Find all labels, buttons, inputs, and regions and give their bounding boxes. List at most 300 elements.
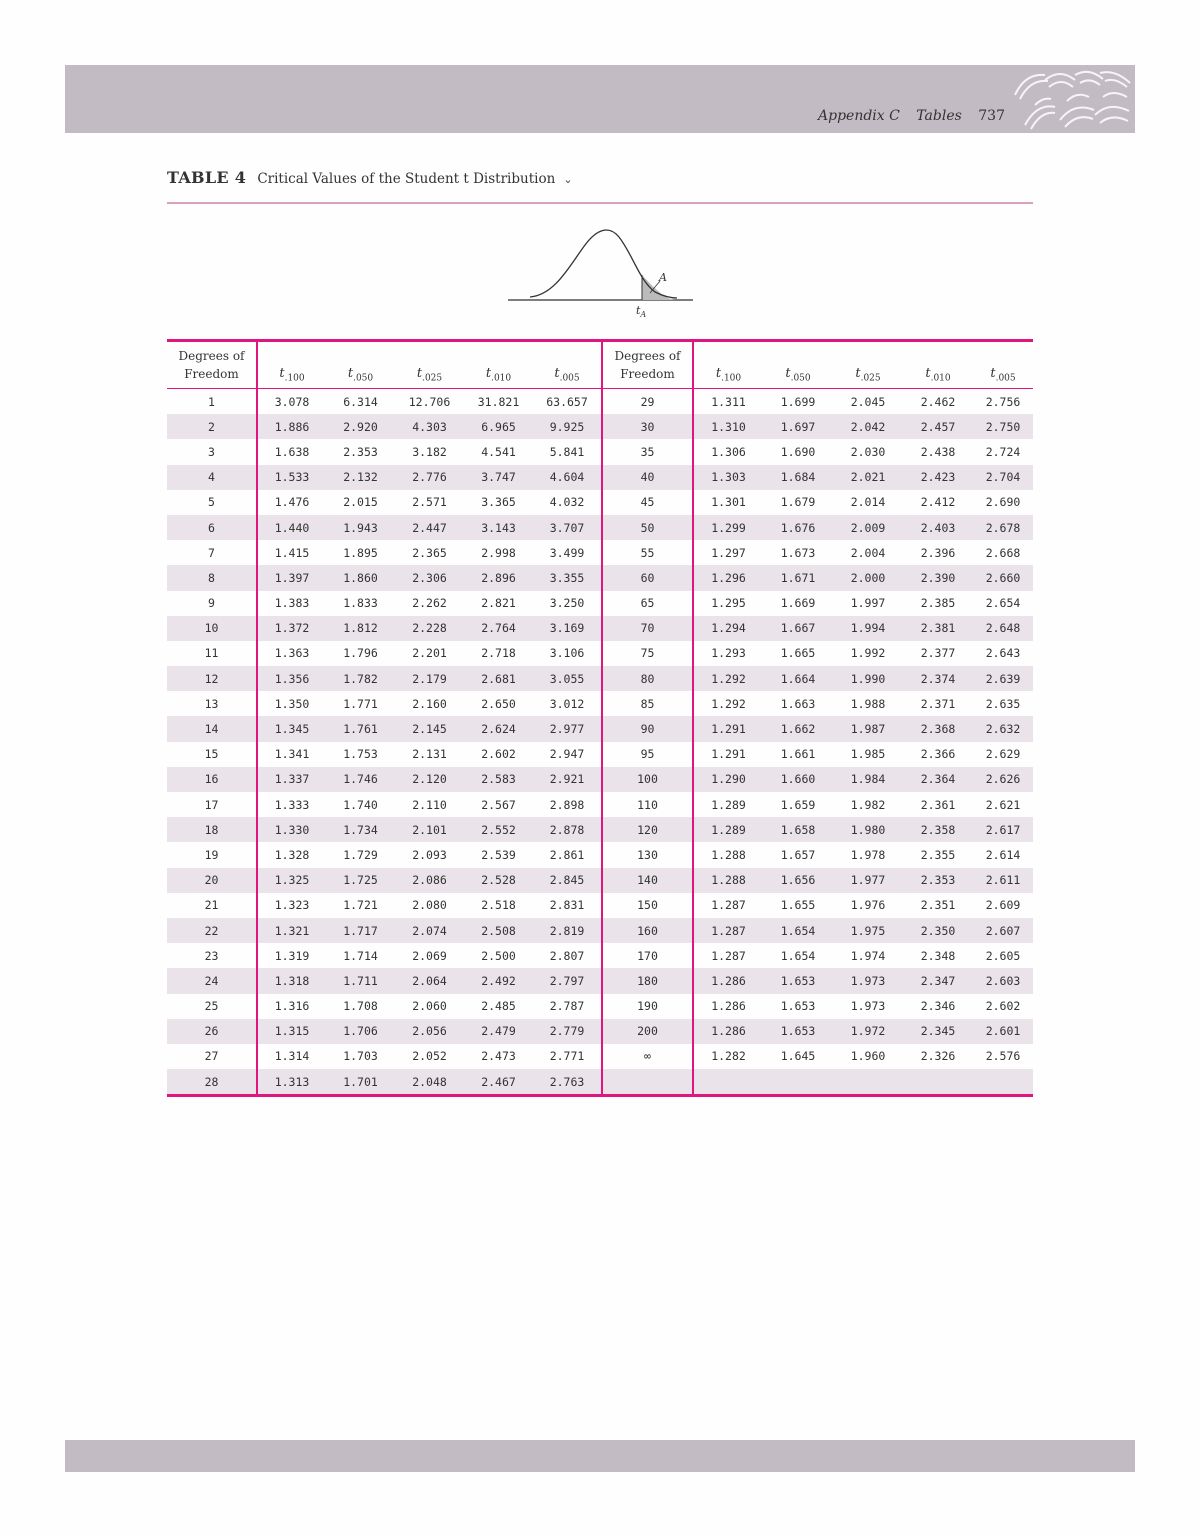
critical-value-cell: 2.750 [973, 414, 1033, 439]
critical-value-cell: 2.423 [903, 465, 973, 490]
critical-value-cell: 2.819 [533, 918, 602, 943]
critical-value-cell: 2.718 [481, 646, 516, 661]
critical-value-cell: 1.664 [763, 666, 833, 691]
critical-value-cell: 1.977 [833, 868, 903, 893]
df-cell: 24 [167, 968, 257, 993]
critical-value-cell: 2.898 [533, 792, 602, 817]
title-rule [167, 202, 1033, 204]
df-cell: 26 [167, 1019, 257, 1044]
critical-value-cell: 1.337 [257, 767, 326, 792]
critical-value-cell: 1.663 [780, 696, 816, 711]
critical-value-cell: 2.624 [464, 716, 533, 741]
df-cell: 160 [602, 918, 693, 943]
critical-value-cell: 1.397 [257, 565, 326, 590]
critical-value-cell: 2.110 [412, 797, 447, 812]
critical-value-cell: 2.617 [973, 817, 1033, 842]
df-cell: 55 [602, 540, 693, 565]
critical-value-cell: 3.182 [412, 444, 447, 459]
critical-value-cell: 1.310 [693, 414, 763, 439]
crit-header: $t_{.005}$ [533, 341, 602, 389]
critical-value-cell: 1.292 [693, 666, 763, 691]
df-cell: 15 [167, 742, 257, 767]
critical-value-cell: 5.841 [533, 439, 602, 464]
critical-value-cell: 1.740 [343, 797, 378, 812]
critical-value-cell: 2.681 [464, 666, 533, 691]
table-row [167, 465, 1033, 490]
df-cell: 170 [602, 943, 693, 968]
critical-value-cell: 1.703 [343, 1049, 378, 1064]
df-cell: 28 [167, 1069, 257, 1096]
table-header-row [167, 341, 1033, 389]
critical-value-cell: 1.654 [780, 948, 816, 963]
critical-value-cell: 2.724 [985, 444, 1021, 459]
critical-value-cell: 1.982 [850, 797, 886, 812]
critical-value-cell: 1.994 [833, 616, 903, 641]
critical-value-cell: 1.638 [274, 444, 310, 459]
critical-value-cell: 2.528 [464, 868, 533, 893]
critical-value-cell: 2.654 [985, 596, 1021, 611]
critical-value-cell: 2.678 [973, 515, 1033, 540]
critical-value-cell: 1.282 [711, 1049, 746, 1064]
critical-value-cell: 1.319 [274, 948, 310, 963]
critical-value-cell: 2.611 [973, 868, 1033, 893]
critical-value-cell: 2.345 [903, 1019, 973, 1044]
critical-value-cell [833, 1069, 903, 1096]
critical-value-cell: 1.976 [850, 898, 886, 913]
critical-value-cell: 1.943 [326, 515, 395, 540]
critical-value-cell: 2.014 [850, 495, 886, 510]
critical-value-cell: 1.293 [711, 646, 746, 661]
appendix-label: Appendix C [818, 108, 900, 124]
critical-value-cell: 1.753 [343, 747, 378, 762]
df-cell: 95 [602, 742, 693, 767]
critical-value-cell: 1.350 [274, 696, 310, 711]
critical-value-cell: 2.632 [973, 716, 1033, 741]
df-cell: 30 [602, 414, 693, 439]
critical-value-cell: 1.295 [711, 596, 746, 611]
critical-value-cell: 2.603 [973, 968, 1033, 993]
critical-value-cell: 3.169 [533, 616, 602, 641]
critical-value-cell: 2.377 [920, 646, 956, 661]
critical-value-cell: 3.355 [533, 565, 602, 590]
critical-value-cell: 12.706 [408, 394, 451, 409]
critical-value-cell: 2.179 [395, 666, 464, 691]
critical-value-cell: 1.988 [850, 696, 886, 711]
critical-value-cell: 2.015 [343, 495, 378, 510]
critical-value-cell: 2.831 [533, 893, 602, 918]
critical-value-cell: 2.539 [481, 847, 516, 862]
critical-value-cell: 2.086 [395, 868, 464, 893]
df-cell: 25 [167, 994, 257, 1019]
df-cell: 18 [167, 817, 257, 842]
df-cell: 4 [167, 465, 257, 490]
critical-value-cell: 4.032 [533, 490, 602, 515]
df-cell: 23 [167, 943, 257, 968]
critical-value-cell: 2.160 [412, 696, 447, 711]
table-row [167, 591, 1033, 616]
critical-value-cell: 2.660 [973, 565, 1033, 590]
chevron-down-icon[interactable]: ⌄ [563, 173, 573, 186]
critical-value-cell: 2.355 [920, 847, 956, 862]
footer-band [65, 1440, 1135, 1472]
df-cell: 8 [167, 565, 257, 590]
df-cell: 200 [602, 1019, 693, 1044]
critical-value-cell: 3.012 [533, 691, 602, 716]
critical-value-cell: 2.492 [464, 968, 533, 993]
crit-header: $t_{.005}$ [973, 341, 1033, 389]
critical-value-cell: 1.333 [274, 797, 310, 812]
df-cell: 19 [167, 842, 257, 867]
critical-value-cell: 1.656 [763, 868, 833, 893]
df-cell: 110 [602, 792, 693, 817]
critical-value-cell: 2.145 [395, 716, 464, 741]
critical-value-cell: 4.604 [533, 465, 602, 490]
critical-value-cell: 1.314 [274, 1049, 310, 1064]
critical-value-cell: 1.363 [274, 646, 310, 661]
critical-value-cell: 2.350 [903, 918, 973, 943]
df-cell: 100 [602, 767, 693, 792]
critical-value-cell: 1.974 [850, 948, 886, 963]
critical-value-cell: 1.973 [850, 999, 886, 1014]
critical-value-cell: 2.052 [412, 1049, 447, 1064]
critical-value-cell: 2.605 [985, 948, 1021, 963]
critical-value-cell: 1.895 [343, 545, 378, 560]
critical-value-cell: 2.467 [464, 1069, 533, 1096]
critical-value-cell: 2.601 [973, 1019, 1033, 1044]
critical-value-cell: 2.479 [464, 1019, 533, 1044]
critical-value-cell: 2.381 [903, 616, 973, 641]
critical-value-cell: 1.330 [257, 817, 326, 842]
critical-value-cell: 1.662 [763, 716, 833, 741]
table-row [167, 616, 1033, 641]
df-cell [602, 1069, 693, 1096]
critical-value-cell: 2.607 [973, 918, 1033, 943]
df-cell: 9 [167, 591, 257, 616]
area-label: A [659, 271, 667, 284]
critical-value-cell: 3.365 [481, 495, 516, 510]
critical-value-cell: 2.845 [533, 868, 602, 893]
critical-value-cell: 2.508 [464, 918, 533, 943]
critical-value-cell: 2.132 [326, 465, 395, 490]
critical-value-cell: 1.782 [326, 666, 395, 691]
critical-value-cell: 1.287 [693, 918, 763, 943]
df-cell: 22 [167, 918, 257, 943]
df-cell: ∞ [602, 1044, 693, 1069]
critical-value-cell: 2.602 [985, 999, 1021, 1014]
critical-value-cell: 2.368 [903, 716, 973, 741]
critical-value-cell: 3.250 [533, 591, 602, 616]
critical-value-cell: 1.315 [257, 1019, 326, 1044]
critical-value-cell: 2.358 [903, 817, 973, 842]
critical-value-cell: 1.325 [257, 868, 326, 893]
table-row [167, 1044, 1033, 1069]
table-row [167, 868, 1033, 893]
critical-value-cell: 2.069 [412, 948, 447, 963]
critical-value-cell: 2.093 [412, 847, 447, 862]
critical-value-cell: 9.925 [533, 414, 602, 439]
critical-value-cell: 1.990 [833, 666, 903, 691]
critical-value-cell: 2.365 [412, 545, 447, 560]
critical-value-cell: 2.060 [412, 999, 447, 1014]
critical-value-cell: 2.048 [395, 1069, 464, 1096]
t-distribution-curve-figure [505, 215, 700, 325]
df-cell: 20 [167, 868, 257, 893]
table-row [167, 943, 1033, 968]
critical-value-cell: 1.383 [274, 596, 310, 611]
critical-value-cell: 1.997 [850, 596, 886, 611]
critical-value-cell: 1.296 [693, 565, 763, 590]
critical-value-cell: 1.286 [693, 1019, 763, 1044]
critical-value-cell: 2.518 [481, 898, 516, 913]
df-cell: 13 [167, 691, 257, 716]
critical-value-cell: 1.690 [780, 444, 816, 459]
critical-value-cell: 2.614 [985, 847, 1021, 862]
critical-value-cell: 2.004 [850, 545, 886, 560]
critical-value-cell: 1.659 [780, 797, 816, 812]
critical-value-cell: 2.629 [985, 747, 1021, 762]
critical-value-cell: 2.351 [920, 898, 956, 913]
critical-value-cell: 2.374 [903, 666, 973, 691]
critical-value-cell: 31.821 [477, 394, 520, 409]
critical-value-cell: 1.290 [693, 767, 763, 792]
df-cell: 35 [602, 439, 693, 464]
critical-value-cell: 2.571 [412, 495, 447, 510]
critical-value-cell: 2.390 [903, 565, 973, 590]
critical-value-cell: 1.699 [780, 394, 816, 409]
critical-value-cell [763, 1069, 833, 1096]
critical-value-cell: 1.288 [693, 868, 763, 893]
df-cell: 60 [602, 565, 693, 590]
df-cell: 140 [602, 868, 693, 893]
df-cell: 50 [602, 515, 693, 540]
critical-value-cell: 1.972 [833, 1019, 903, 1044]
critical-value-cell: 1.697 [763, 414, 833, 439]
table-row [167, 490, 1033, 515]
critical-value-cell: 2.650 [481, 696, 516, 711]
critical-value-cell: 3.499 [533, 540, 602, 565]
critical-value-cell: 1.316 [274, 999, 310, 1014]
critical-value-cell: 1.356 [257, 666, 326, 691]
critical-value-cell: 2.473 [481, 1049, 516, 1064]
critical-value-cell: 1.288 [711, 847, 746, 862]
critical-value-cell: 2.120 [395, 767, 464, 792]
crit-header: $t_{.025}$ [395, 341, 464, 389]
critical-value-cell: 1.679 [780, 495, 816, 510]
table-row [167, 918, 1033, 943]
critical-value-cell: 3.747 [464, 465, 533, 490]
df-cell: 12 [167, 666, 257, 691]
critical-value-cell: 2.797 [533, 968, 602, 993]
critical-value-cell: 2.366 [920, 747, 956, 762]
critical-value-cell: 2.326 [920, 1049, 956, 1064]
critical-value-cell: 1.984 [833, 767, 903, 792]
critical-value-cell: 2.457 [903, 414, 973, 439]
table-row [167, 742, 1033, 767]
df-cell: 2 [167, 414, 257, 439]
critical-value-cell: 2.030 [850, 444, 886, 459]
critical-value-cell: 4.541 [481, 444, 516, 459]
critical-value-cell: 1.476 [274, 495, 310, 510]
df-cell: 1 [167, 389, 257, 415]
critical-value-cell: 2.347 [903, 968, 973, 993]
critical-value-cell: 1.658 [763, 817, 833, 842]
table-row [167, 389, 1033, 415]
critical-value-cell: 2.396 [920, 545, 956, 560]
critical-value-cell: 2.009 [833, 515, 903, 540]
critical-value-cell: 1.667 [763, 616, 833, 641]
critical-value-cell: 2.348 [920, 948, 956, 963]
critical-value-cell: 1.311 [711, 394, 746, 409]
critical-value-cell [693, 1069, 763, 1096]
df-cell: 130 [602, 842, 693, 867]
page-number: 737 [978, 108, 1005, 124]
critical-value-cell: 1.734 [326, 817, 395, 842]
critical-value-cell: 1.671 [763, 565, 833, 590]
critical-value-cell: 2.045 [850, 394, 886, 409]
critical-value-cell: 1.287 [711, 898, 746, 913]
critical-value-cell: 2.346 [920, 999, 956, 1014]
critical-value-cell: 2.074 [395, 918, 464, 943]
table-row [167, 666, 1033, 691]
table-title [167, 168, 573, 187]
critical-value-cell: 2.776 [395, 465, 464, 490]
table-row [167, 691, 1033, 716]
critical-value-cell: 2.101 [395, 817, 464, 842]
critical-value-cell: 3.078 [274, 394, 310, 409]
critical-value-cell: 2.861 [533, 842, 602, 867]
df-cell: 70 [602, 616, 693, 641]
critical-value-cell: 2.690 [985, 495, 1021, 510]
critical-value-cell: 2.262 [412, 596, 447, 611]
df-cell: 190 [602, 994, 693, 1019]
critical-value-cell: 1.746 [326, 767, 395, 792]
critical-value-cell: 2.609 [985, 898, 1021, 913]
df-cell: 75 [602, 641, 693, 666]
density-curve [530, 230, 677, 298]
critical-value-cell: 1.321 [257, 918, 326, 943]
table-row [167, 716, 1033, 741]
df-cell: 11 [167, 641, 257, 666]
critical-value-cell: 1.771 [343, 696, 378, 711]
crit-header: $t_{.010}$ [464, 341, 533, 389]
wave-ornament-icon [1005, 65, 1135, 133]
critical-value-cell: 2.447 [395, 515, 464, 540]
critical-value-cell: 1.985 [850, 747, 886, 762]
critical-value-cell: 2.201 [412, 646, 447, 661]
critical-value-cell: 1.415 [274, 545, 310, 560]
critical-value-cell: 1.286 [693, 968, 763, 993]
critical-value-cell: 1.714 [343, 948, 378, 963]
df-cell: 65 [602, 591, 693, 616]
table-row [167, 414, 1033, 439]
critical-value-cell: 3.055 [533, 666, 602, 691]
critical-value-cell: 2.921 [533, 767, 602, 792]
critical-value-cell: 2.462 [920, 394, 956, 409]
critical-value-cell: 3.106 [533, 641, 602, 666]
critical-value-cell: 2.626 [973, 767, 1033, 792]
df-cell: 21 [167, 893, 257, 918]
t-distribution-table [167, 339, 1033, 1097]
df-header: Degrees of Freedom [602, 341, 693, 389]
critical-value-cell: 1.796 [343, 646, 378, 661]
critical-value-cell: 2.639 [973, 666, 1033, 691]
critical-value-cell: 2.583 [464, 767, 533, 792]
critical-value-cell: 2.552 [464, 817, 533, 842]
critical-value-cell: 2.779 [533, 1019, 602, 1044]
critical-value-cell: 2.021 [833, 465, 903, 490]
critical-value-cell [903, 1069, 973, 1096]
critical-value-cell: 2.500 [481, 948, 516, 963]
df-cell: 3 [167, 439, 257, 464]
table-row [167, 817, 1033, 842]
table-row [167, 540, 1033, 565]
df-cell: 29 [602, 389, 693, 415]
critical-value-cell: 1.306 [711, 444, 746, 459]
critical-value-cell: 2.064 [395, 968, 464, 993]
critical-value-cell: 1.812 [326, 616, 395, 641]
critical-value-cell: 1.673 [780, 545, 816, 560]
table-row [167, 968, 1033, 993]
critical-value-cell: 2.576 [985, 1049, 1021, 1064]
critical-value-cell: 2.412 [920, 495, 956, 510]
df-cell: 180 [602, 968, 693, 993]
table-row [167, 792, 1033, 817]
df-cell: 85 [602, 691, 693, 716]
critical-value-cell: 3.707 [533, 515, 602, 540]
critical-value-cell: 1.725 [326, 868, 395, 893]
critical-value-cell: 1.676 [763, 515, 833, 540]
point-label: $t_A$ [636, 304, 647, 319]
critical-value-cell: 2.485 [481, 999, 516, 1014]
critical-value-cell: 1.533 [257, 465, 326, 490]
crit-header: $t_{.050}$ [326, 341, 395, 389]
critical-value-cell: 1.289 [711, 797, 746, 812]
critical-value-cell: 2.000 [833, 565, 903, 590]
critical-value-cell: 2.371 [920, 696, 956, 711]
critical-value-cell [973, 1069, 1033, 1096]
crit-header: $t_{.100}$ [693, 341, 763, 389]
critical-value-cell: 1.291 [693, 716, 763, 741]
critical-value-cell: 2.080 [412, 898, 447, 913]
critical-value-cell: 1.684 [763, 465, 833, 490]
critical-value-cell: 2.763 [533, 1069, 602, 1096]
table-row [167, 439, 1033, 464]
df-header: Degrees of Freedom [167, 341, 257, 389]
critical-value-cell: 3.143 [464, 515, 533, 540]
critical-value-cell: 1.372 [257, 616, 326, 641]
table-row [167, 767, 1033, 792]
critical-value-cell: 2.896 [464, 565, 533, 590]
critical-value-cell: 2.042 [833, 414, 903, 439]
critical-value-cell: 1.992 [850, 646, 886, 661]
crit-header: $t_{.010}$ [903, 341, 973, 389]
critical-value-cell: 1.657 [780, 847, 816, 862]
critical-value-cell: 2.364 [903, 767, 973, 792]
critical-value-cell: 1.645 [780, 1049, 816, 1064]
critical-value-cell: 6.965 [464, 414, 533, 439]
critical-value-cell: 1.833 [343, 596, 378, 611]
critical-value-cell: 1.294 [693, 616, 763, 641]
df-cell: 27 [167, 1044, 257, 1069]
crit-header: $t_{.050}$ [763, 341, 833, 389]
section-label: Tables [916, 108, 962, 124]
critical-value-cell: 1.717 [326, 918, 395, 943]
critical-value-cell: 1.287 [711, 948, 746, 963]
critical-value-cell: 2.635 [985, 696, 1021, 711]
critical-value-cell: 1.711 [326, 968, 395, 993]
critical-value-cell: 2.807 [533, 943, 602, 968]
critical-value-cell: 1.303 [693, 465, 763, 490]
